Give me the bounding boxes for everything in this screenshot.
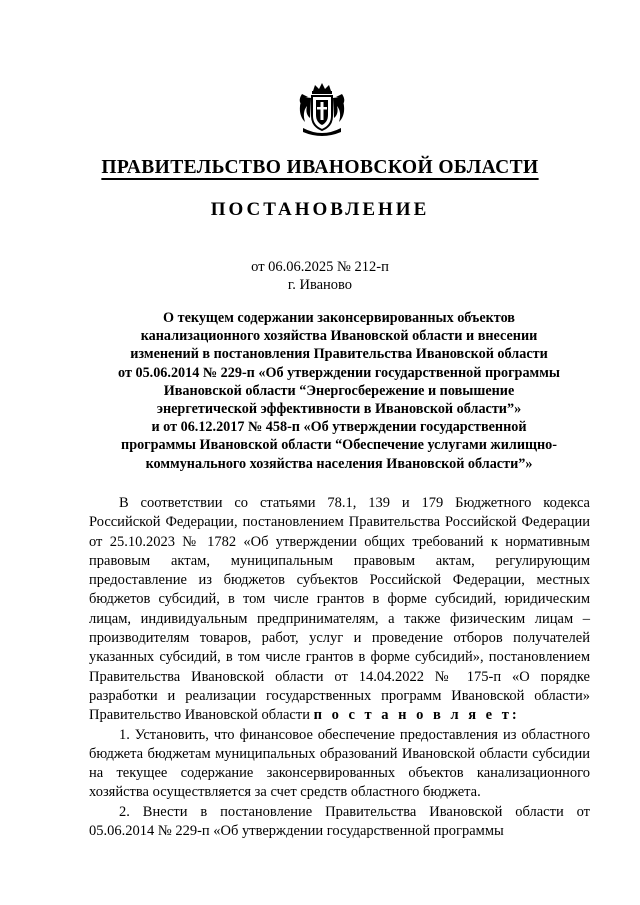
government-title <box>0 157 640 179</box>
document-type: ПОСТАНОВЛЕНИЕ <box>210 199 430 220</box>
city: г. Иваново <box>287 277 353 293</box>
preamble-paragraph <box>89 494 590 726</box>
subject-line: изменений в постановления Правительства Ивановской области <box>130 346 548 363</box>
subject-line: Ивановской области “Энергосбережение и повышение <box>163 382 515 399</box>
document-subject <box>88 309 590 473</box>
document-body <box>89 494 590 841</box>
subject-line: энергетической эффективности в Ивановской области”» <box>156 401 522 418</box>
subject-line: канализационного хозяйства Ивановской области и внесении <box>140 328 538 345</box>
subject-line: О текущем содержании законсервированных объектов <box>163 310 515 326</box>
date-number: от 06.06.2025 № 212-п <box>251 259 389 275</box>
subject-line: и от 06.12.2017 № 458-п «Об утверждении государственной <box>151 419 527 436</box>
coat-of-arms-icon <box>293 82 351 140</box>
preamble-text: В соответствии со статьями 78.1, 139 и 179 Бюджетного кодекса Российской Федерации, постановлением Правительства Российской Федерации от 25.10.2023 № 1782 «Об утверждении общих требований к нормативным правовым актам, муниципальным правовым актам, регулирующим предоставление из бюджетов субъектов Российской Федерации, местных бюджетов субсидий, в том числе грантов в форме субсидий, юридическим лицам, индивидуальным предпринимателям, а также физическим лицам – производителям товаров, работ, услуг и проведение отборов получателей указанных субсидий, в том числе грантов в форме субсидий», постановлением Правительства Ивановской области от 14.04.2022 № 175-п «О порядке разработки и реализации государственных программ Ивановской области» Правительство Ивановской области <box>89 495 590 724</box>
document-date-block <box>0 258 640 294</box>
item-1-paragraph: 1. Установить, что финансовое обеспечение предоставления из областного бюджета бюджетам муниципальных образований Ивановской области субсидии на текущее содержание законсервированных объектов канализационного хозяйства осуществляется за счет средств областного бюджета. <box>89 726 590 801</box>
item-2-paragraph: 2. Внести в постановление Правительства Ивановской области от 05.06.2014 № 229-п «Об утверждении государственной программы <box>89 803 590 840</box>
subject-line: программы Ивановской области “Обеспечение услугами жилищно- <box>121 437 557 454</box>
subject-line: от 05.06.2014 № 229-п «Об утверждении государственной программы <box>118 364 560 381</box>
subject-line: коммунального хозяйства населения Ивановской области”» <box>145 455 533 472</box>
decree-word: п о с т а н о в л я е т: <box>313 707 520 724</box>
government-title-text: ПРАВИТЕЛЬСТВО ИВАНОВСКОЙ ОБЛАСТИ <box>101 157 539 178</box>
